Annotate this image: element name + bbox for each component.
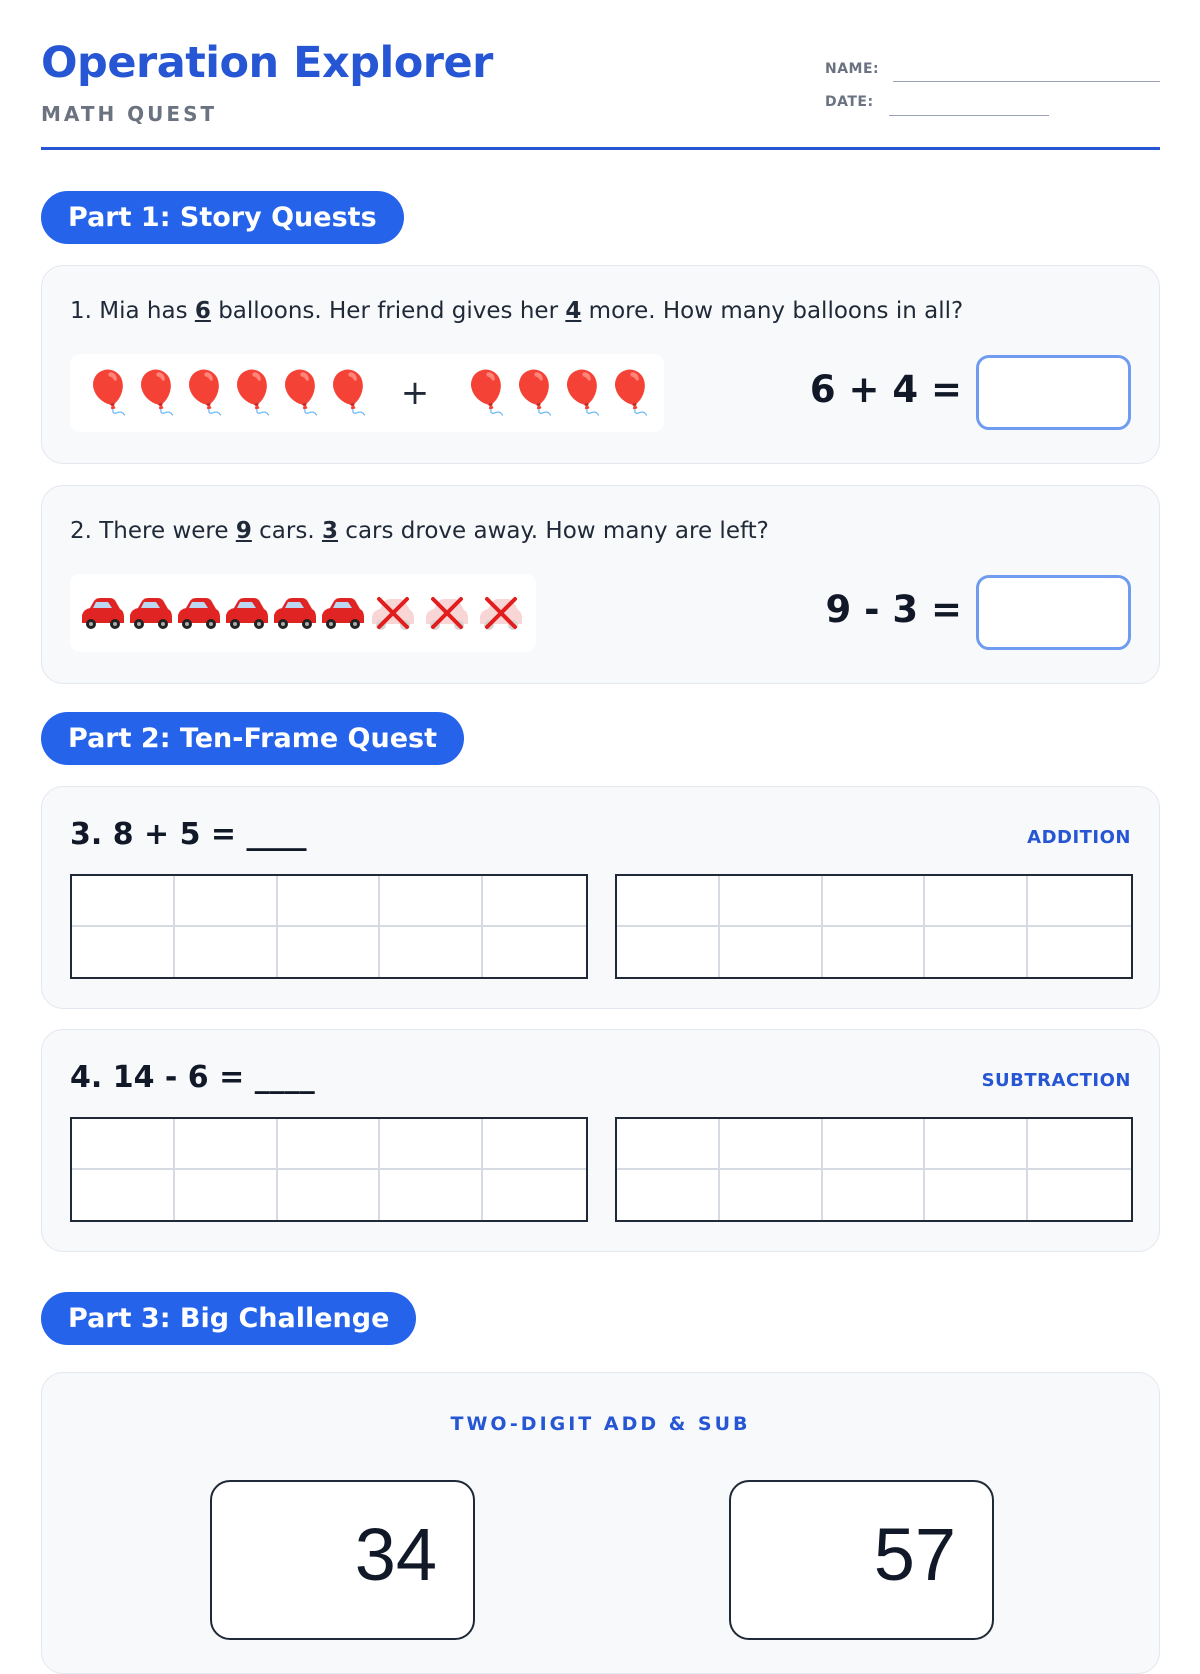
balloon-icon: 🎈 bbox=[178, 368, 231, 417]
ten-frame-cell[interactable] bbox=[925, 1170, 1028, 1221]
number-card bbox=[210, 1480, 475, 1640]
header-divider bbox=[41, 147, 1160, 150]
equation-1: 6 + 4 = bbox=[809, 368, 962, 411]
question-card-1 bbox=[41, 265, 1160, 464]
ten-frame[interactable] bbox=[615, 1117, 1133, 1222]
car-icon bbox=[318, 593, 366, 633]
ten-frame[interactable] bbox=[70, 1117, 588, 1222]
ten-frame-cell[interactable] bbox=[483, 1170, 586, 1221]
balloon-icon: 🎈 bbox=[556, 368, 609, 417]
question-number-highlight: 9 bbox=[235, 518, 252, 544]
ten-frame-cell[interactable] bbox=[175, 876, 278, 927]
ten-frame-cell[interactable] bbox=[72, 876, 175, 927]
ten-frame-cell[interactable] bbox=[925, 1119, 1028, 1170]
tenframe-question-3: 3. 8 + 5 = ____ bbox=[70, 817, 307, 852]
balloon-icon: 🎈 bbox=[274, 368, 327, 417]
ten-frame-cell[interactable] bbox=[278, 1170, 381, 1221]
ten-frame-cell[interactable] bbox=[1028, 927, 1131, 978]
ten-frame-cell[interactable] bbox=[823, 927, 926, 978]
ten-frame-cell[interactable] bbox=[175, 927, 278, 978]
question-number-highlight: 6 bbox=[194, 298, 211, 324]
car-icon bbox=[270, 593, 318, 633]
ten-frame-cell[interactable] bbox=[823, 876, 926, 927]
ten-frame-cell[interactable] bbox=[720, 927, 823, 978]
balloon-picture-strip bbox=[70, 354, 664, 432]
ten-frame-cell[interactable] bbox=[380, 1119, 483, 1170]
ten-frame-cell[interactable] bbox=[278, 1119, 381, 1170]
ten-frame-cell[interactable] bbox=[720, 1119, 823, 1170]
crossed-out-car-icon bbox=[420, 591, 474, 635]
big-challenge-card bbox=[41, 1372, 1160, 1674]
ten-frame-cell[interactable] bbox=[1028, 876, 1131, 927]
big-challenge-title: TWO-DIGIT ADD & SUB bbox=[450, 1413, 751, 1435]
answer-box-2[interactable] bbox=[976, 575, 1131, 650]
ten-frame-cell[interactable] bbox=[380, 1170, 483, 1221]
ten-frame-cell[interactable] bbox=[278, 927, 381, 978]
car-icon bbox=[126, 593, 174, 633]
ten-frame-cell[interactable] bbox=[720, 876, 823, 927]
balloon-icon: 🎈 bbox=[460, 368, 513, 417]
car-icon bbox=[174, 593, 222, 633]
balloon-icon: 🎈 bbox=[82, 368, 135, 417]
ten-frame-cell[interactable] bbox=[1028, 1119, 1131, 1170]
car-picture-strip bbox=[70, 574, 536, 652]
name-label: NAME: bbox=[825, 61, 880, 77]
ten-frame-cell[interactable] bbox=[483, 1119, 586, 1170]
name-field[interactable] bbox=[893, 81, 1160, 82]
ten-frame-cell[interactable] bbox=[720, 1170, 823, 1221]
ten-frame-cell[interactable] bbox=[823, 1170, 926, 1221]
ten-frame-cell[interactable] bbox=[483, 927, 586, 978]
section-pill-part1: Part 1: Story Quests bbox=[41, 191, 404, 244]
car-icon bbox=[78, 593, 126, 633]
tenframe-card-4 bbox=[41, 1029, 1160, 1252]
ten-frame-cell[interactable] bbox=[1028, 1170, 1131, 1221]
number-card-value: 57 bbox=[873, 1513, 956, 1596]
balloon-icon: 🎈 bbox=[604, 368, 657, 417]
date-field[interactable] bbox=[889, 115, 1049, 116]
ten-frame-cell[interactable] bbox=[175, 1119, 278, 1170]
question-number-highlight: 4 bbox=[565, 298, 582, 324]
ten-frame-cell[interactable] bbox=[380, 876, 483, 927]
balloon-icon: 🎈 bbox=[508, 368, 561, 417]
operation-tag-subtraction: SUBTRACTION bbox=[981, 1070, 1131, 1091]
question-card-2 bbox=[41, 485, 1160, 684]
ten-frame-cell[interactable] bbox=[823, 1119, 926, 1170]
date-label: DATE: bbox=[825, 94, 874, 110]
ten-frame-cell[interactable] bbox=[617, 927, 720, 978]
question-text-2: 2. There were 9 cars. 3 cars drove away. How many are left? bbox=[70, 518, 769, 544]
operation-tag-addition: ADDITION bbox=[1027, 827, 1131, 848]
ten-frame-cell[interactable] bbox=[925, 876, 1028, 927]
crossed-out-car-icon bbox=[366, 591, 420, 635]
page-title: Operation Explorer bbox=[41, 38, 493, 88]
plus-sign: + bbox=[400, 373, 430, 413]
tenframe-question-4: 4. 14 - 6 = ____ bbox=[70, 1060, 315, 1095]
equation-2: 9 - 3 = bbox=[825, 588, 962, 631]
answer-box-1[interactable] bbox=[976, 355, 1131, 430]
ten-frame-cell[interactable] bbox=[617, 876, 720, 927]
balloon-icon: 🎈 bbox=[130, 368, 183, 417]
ten-frame[interactable] bbox=[70, 874, 588, 979]
number-card-value: 34 bbox=[354, 1513, 437, 1596]
balloon-icon: 🎈 bbox=[226, 368, 279, 417]
ten-frame-cell[interactable] bbox=[278, 876, 381, 927]
tenframe-card-3 bbox=[41, 786, 1160, 1009]
page-subtitle: MATH QUEST bbox=[41, 102, 218, 126]
section-pill-part2: Part 2: Ten-Frame Quest bbox=[41, 712, 464, 765]
balloon-icon: 🎈 bbox=[322, 368, 375, 417]
ten-frame[interactable] bbox=[615, 874, 1133, 979]
ten-frame-cell[interactable] bbox=[617, 1170, 720, 1221]
ten-frame-cell[interactable] bbox=[617, 1119, 720, 1170]
ten-frame-cell[interactable] bbox=[72, 927, 175, 978]
section-pill-part3: Part 3: Big Challenge bbox=[41, 1292, 416, 1345]
crossed-out-car-icon bbox=[474, 591, 528, 635]
car-icon bbox=[222, 593, 270, 633]
ten-frame-cell[interactable] bbox=[380, 927, 483, 978]
ten-frame-cell[interactable] bbox=[483, 876, 586, 927]
ten-frame-cell[interactable] bbox=[925, 927, 1028, 978]
ten-frame-cell[interactable] bbox=[72, 1170, 175, 1221]
ten-frame-cell[interactable] bbox=[175, 1170, 278, 1221]
question-text-1: 1. Mia has 6 balloons. Her friend gives her 4 more. How many balloons in all? bbox=[70, 298, 964, 324]
ten-frame-cell[interactable] bbox=[72, 1119, 175, 1170]
question-number-highlight: 3 bbox=[321, 518, 338, 544]
number-card bbox=[729, 1480, 994, 1640]
